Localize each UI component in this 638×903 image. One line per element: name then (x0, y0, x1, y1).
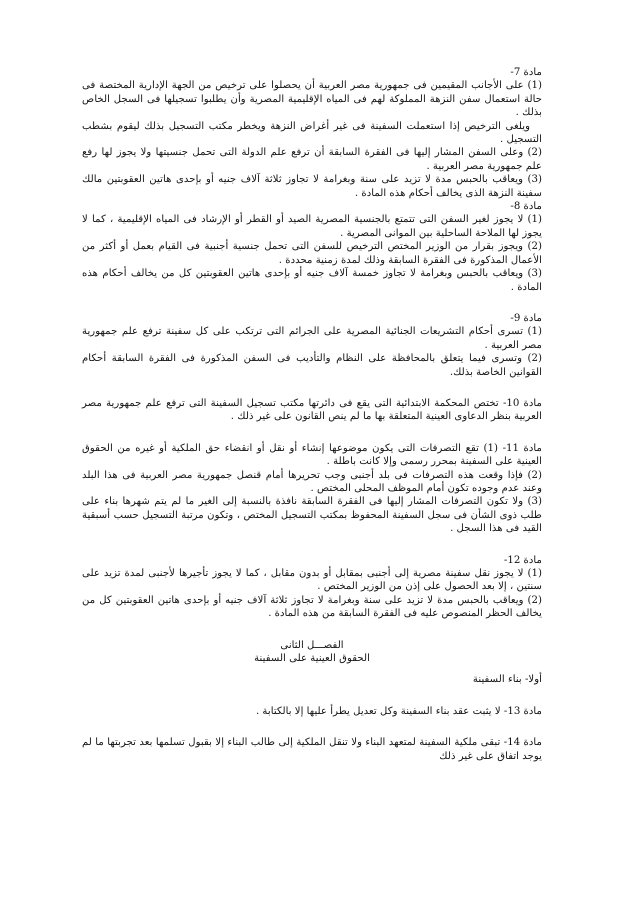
article-8-title: مادة 8- (510, 201, 542, 213)
article-7-clause-1-note: ويلغى الترخيص إذا استعملت السفينة فى غير أغراض النزهة ويخطر مكتب التسجيل بذلك ليقوم بشطب التسجيل . (82, 120, 542, 146)
article-7-clause-3: (3) ويعاقب بالحبس مدة لا تزيد على سنة وبغرامة لا تجاوز ثلاثة آلاف جنيه أو بإحدى هاتين العقوبتين مالك سفينة النزهة الذى يخالف أحكام هذه المادة . (82, 174, 542, 199)
article-8-clause-1: (1) لا يجوز لغير السفن التى تتمتع بالجنسية المصرية الصيد أو القطر أو الإرشاد فى المياه الإقليمية ، كما لا يجوز لها الملاحة الساحلية بين الموانى المصرية . (82, 214, 542, 239)
article-9-title: مادة 9- (510, 312, 542, 324)
article-8-clause-2: (2) ويجوز بقرار من الوزير المختص الترخيص للسفن التى تحمل جنسية أجنبية فى القيام بعمل أو أكثر من الأعمال المذكورة فى الفقرة السابقة وذلك لمدة زمنية محددة . (82, 241, 542, 266)
article-14: مادة 14- تبقى ملكية السفينة لمتعهد البناء ولا تنقل الملكية إلى طالب البناء إلا بقبول تسلمها بعد تجربتها ما لم يوجد اتفاق على غير ذلك (82, 737, 542, 762)
article-7-title: مادة 7- (510, 67, 542, 78)
article-7-clause-1: (1) على الأجانب المقيمين فى جمهورية مصر العربية أن يحصلوا على ترخيص من الجهة الإدارية المختصة فى حالة استعمال سفن النزهة المملوكة لهم فى المياه الإقليمية المصرية وأن يطلبوا تسجيلها فى السجل الخاص بذلك . (82, 80, 542, 119)
article-9-clause-1: (1) تسرى أحكام التشريعات الجنائية المصرية على الجرائم التى ترتكب على كل سفينة ترفع علم جمهورية مصر العربية . (82, 326, 542, 351)
article-7-clause-2: (2) وعلى السفن المشار إليها فى الفقرة السابقة أن ترفع علم الدولة التى تحمل جنسيتها ولا يجوز لها رفع علم جمهورية مصر العربية . (82, 147, 542, 172)
article-12-clause-1: (1) لا يجوز نقل سفينة مصرية إلى أجنبى بمقابل أو بدون مقابل ، كما لا يجوز تأجيرها لأجنبى لمدة تزيد على سنتين ، إلا بعد الحصول على إذن من الوزير المختص . (82, 568, 542, 593)
article-11-clause-1: مادة 11- (1) تقع التصرفات التى يكون موضوعها إنشاء أو نقل أو انقضاء حق الملكية أو غيره من الحقوق العينية على السفينة بمحرر رسمى وإلا كانت باطلة . (82, 442, 542, 468)
article-10: مادة 10- تختص المحكمة الابتدائية التى يقع فى دائرتها مكتب تسجيل السفينة التى ترفع علم جمهورية مصر العربية بنظر الدعاوى العينية المتعلقة بها ما لم ينص القانون على غير ذلك . (82, 397, 542, 423)
article-11-clause-3: (3) ولا تكون التصرفات المشار إليها فى الفقرة السابقة نافذة بالنسبة إلى الغير ما لم يتم شهرها بناء على طلب ذوى الشأن فى سجل السفينة المحفوظ بمكتب التسجيل المختص ، وتكون مرتبة التسجيل حسب أسبقية القيد فى هذا السجل . (82, 496, 542, 535)
section-title: أولا- بناء السفينة (472, 674, 542, 686)
article-9-clause-2: (2) وتسرى فيما يتعلق بالمحافظة على النظام والتأديب فى السفن المذكورة فى الفقرة السابقة أحكام القوانين الخاصة بذلك. (82, 353, 542, 378)
article-12-clause-2: (2) ويعاقب بالحبس مدة لا تزيد على سنة وبغرامة لا تجاوز ثلاثة آلاف جنيه أو بإحدى هاتين العقوبتين كل من يخالف الحظر المنصوص عليه فى الفقرة السابقة من هذه المادة . (82, 594, 542, 620)
article-12-title: مادة 12- (503, 554, 542, 566)
document-page (82, 66, 542, 763)
chapter-subtitle: الحقوق العينية على السفينة (254, 653, 370, 665)
chapter-title: الفصـــل الثانى (280, 639, 344, 651)
article-8-clause-3: (3) ويعاقب بالحبس وبغرامة لا تجاوز خمسة آلاف جنيه أو بإحدى هاتين العقوبتين كل من يخالف أحكام هذه المادة . (82, 268, 542, 293)
article-13: مادة 13- لا يثبت عقد بناء السفينة وكل تعديل يطرأ عليها إلا بالكتابة . (255, 705, 542, 717)
article-11-clause-2: (2) فإذا وقعت هذه التصرفات فى بلد أجنبى وجب تحريرها أمام قنصل جمهورية مصر العربية فى هذا البلد وعند عدم وجوده تكون أمام الموظف المحلى المختص . (82, 469, 542, 494)
